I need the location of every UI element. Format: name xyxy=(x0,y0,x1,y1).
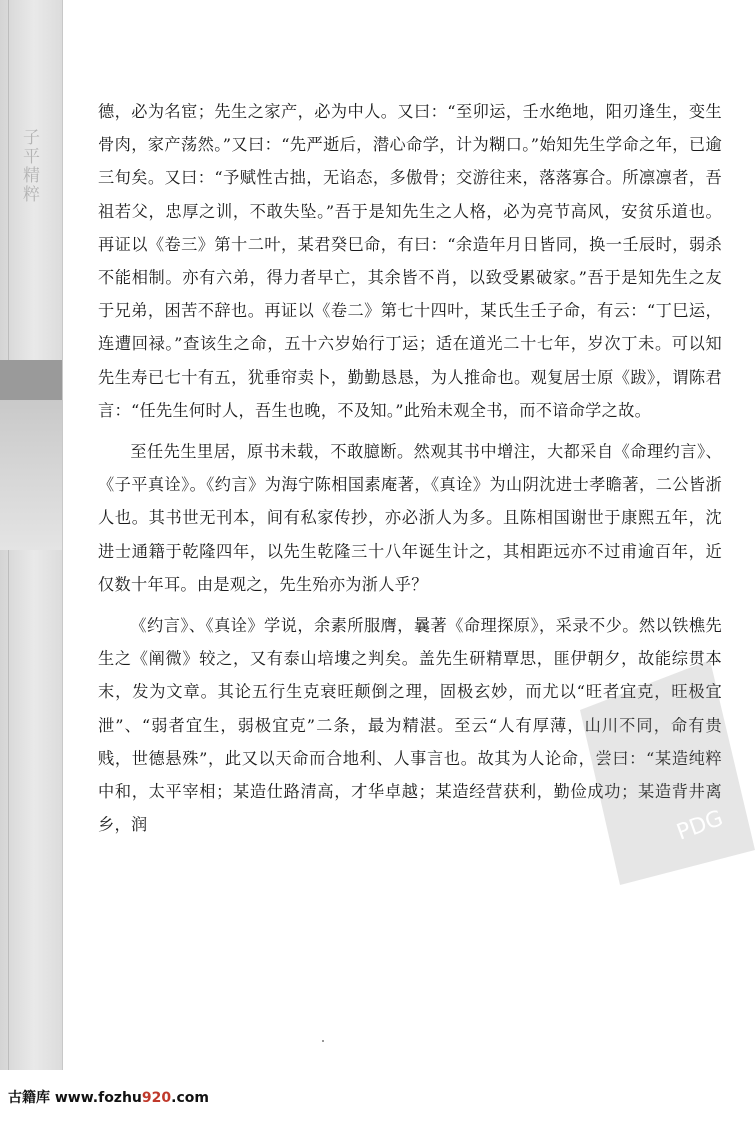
url-prefix: www.fozhu xyxy=(54,1090,142,1106)
url-number: 920 xyxy=(141,1090,172,1106)
margin-shade xyxy=(0,400,62,550)
watermark-text: PDG xyxy=(673,805,727,846)
url-suffix: .com xyxy=(171,1090,209,1106)
margin-band xyxy=(0,360,62,400)
footer-site-name: 古籍库 xyxy=(8,1090,50,1106)
page-margin-sidebar xyxy=(0,0,63,1070)
paragraph-2: 至任先生里居，原书未载，不敢臆断。然观其书中增注，大都采自《命理约言》、《子平真诠》。《约言》为海宁陈相国素庵著，《真诠》为山阴沈进士孝瞻著，二公皆浙人也。其书世无刊本，间有私家传抄，亦必浙人为多。且陈相国谢世于康熙五年，沈进士通籍于乾隆四年，以先生乾隆三十八年诞生计之，其相距远亦不过甫逾百年，近仅数十年耳。由是观之，先生殆亦为浙人乎？ xyxy=(98,442,722,594)
page-mark xyxy=(322,1040,324,1042)
watermark-stamp-icon xyxy=(560,650,756,890)
paragraph-3: 《约言》、《真诠》学说，余素所服膺，曩著《命理探原》，采录不少。然以铁樵先生之《阐微》较之，又有泰山培塿之判矣。盖先生研精覃思，匪伊朝夕，故能综贯本末，发为文章。其论五行生克衰旺颠倒之理，固极玄妙，而尤以“旺者宜克，旺极宜泄”、“弱者宜生，弱极宜克”二条，最为精湛。至云“人有厚薄，山川不同，命有贵贱，世德悬殊”，此又以天命而合地利、人事言也。故其为人论命，尝曰：“某造纯粹中和，太平宰相；某造仕路清高，才华卓越；某造经营获利，勤俭成功；某造背井离乡，润 xyxy=(98,616,722,835)
footer-url[interactable] xyxy=(55,1090,209,1106)
paragraph-1: 德，必为名宦；先生之家产，必为中人。又曰：“至卯运，壬水绝地，阳刃逢生，变生骨肉，家产荡然。”又曰：“先严逝后，潜心命学，计为糊口。”始知先生学命之年，已逾三旬矣。又曰：“予赋性古拙，无谄态，多傲骨；交游往来，落落寡合。所凛凛者，吾祖若父，忠厚之训，不敢失坠。”吾于是知先生之人格，必为亮节高风，安贫乐道也。再证以《卷三》第十二叶，某君癸巳命，有曰：“余造年月日皆同，换一壬辰时，弱杀不能相制。亦有六弟，得力者早亡，其余皆不肖，以致受累破家。”吾于是知先生之友于兄弟，困苦不辞也。再证以《卷二》第七十四叶，某氏生壬子命，有云：“丁巳运，连遭回禄。”查该生之命，五十六岁始行丁运；适在道光二十七年，岁次丁未。可以知先生寿已七十有五，犹垂帘卖卜，勤勤恳恳，为人推命也。观复居士原《跋》，谓陈君言：“任先生何时人，吾生也晚，不及知。”此殆未观全书，而不谙命学之故。 xyxy=(98,102,722,420)
book-title-vertical: 子平精粹 xyxy=(19,128,39,204)
footer-site[interactable] xyxy=(8,1087,209,1107)
